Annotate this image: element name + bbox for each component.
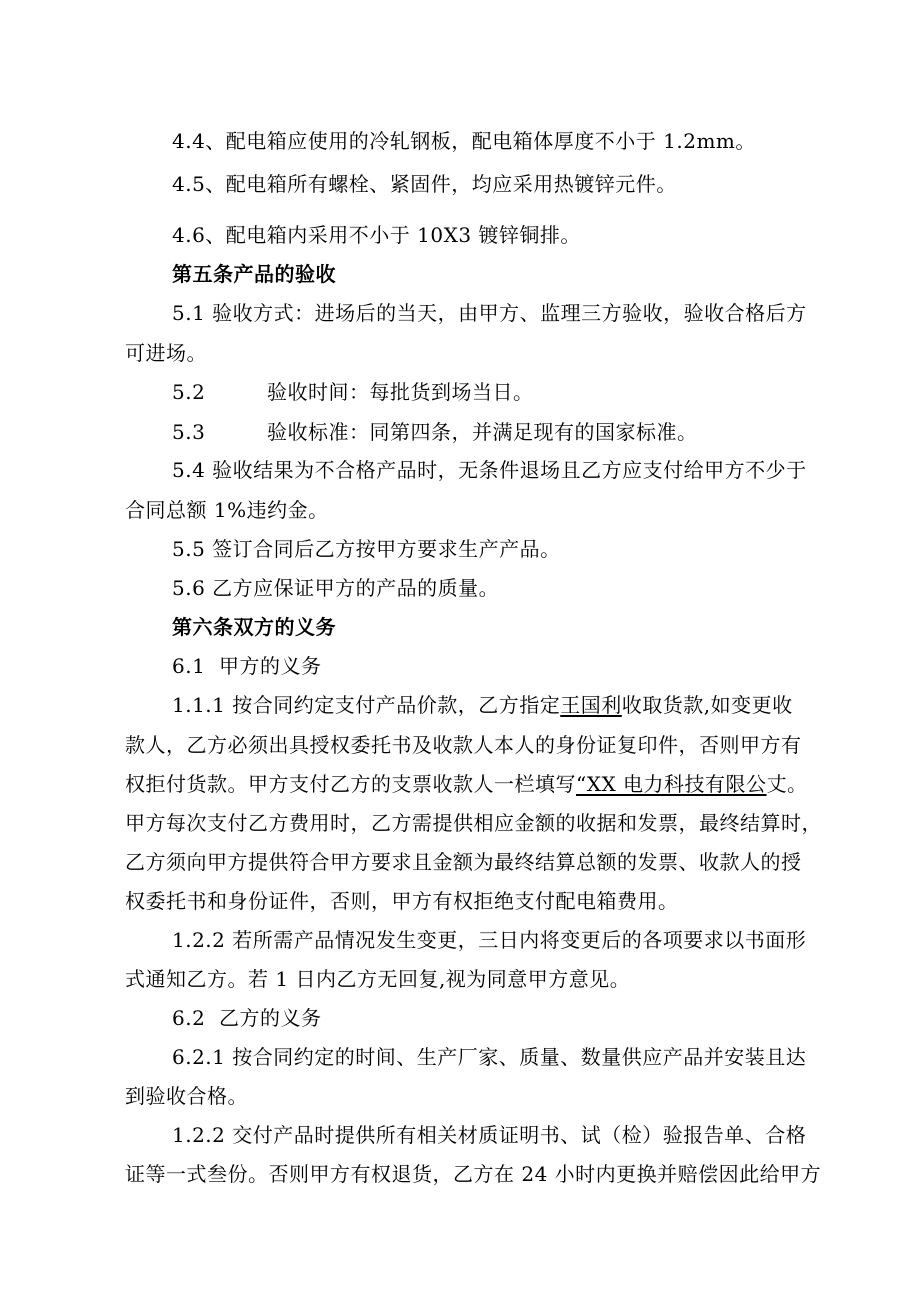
clause-1-1-1-line3-post: 丈。 (766, 772, 808, 796)
clause-5-1-line2: 可进场。 (125, 341, 207, 365)
clause-1-1-1-line6: 权委托书和身份证件，否则，甲方有权拒绝支付配电箱费用。 (125, 889, 679, 913)
clause-5-6: 5.6 乙方应保证甲方的产品的质量。 (172, 576, 500, 600)
clause-1-1-1-text-post: 收取货款,如变更收 (621, 693, 793, 717)
payee-company: “XX 电力科技有限公 (576, 772, 767, 796)
clause-6-2-1-line1: 6.2.1 按合同约定的时间、生产厂家、质量、数量供应产品并安装且达 (172, 1045, 807, 1069)
clause-1-2-2b-line2: 证等一式叁份。否则甲方有权退货，乙方在 24 小时内更换并赔偿因此给甲方 (125, 1162, 822, 1186)
clause-1-1-1-line2: 款人，乙方必须出具授权委托书及收款人本人的身份证复印件，否则甲方有 (125, 733, 802, 757)
clause-1-2-2a-line1: 1.2.2 若所需产品情况发生变更，三日内将变更后的各项要求以书面形 (172, 928, 807, 952)
clause-4-6: 4.6、配电箱内采用不小于 10X3 镀锌铜排。 (172, 223, 581, 247)
clause-4-5: 4.5、配电箱所有螺栓、紧固件，均应采用热镀锌元件。 (172, 172, 677, 196)
section-5-heading: 第五条产品的验收 (172, 262, 336, 286)
clause-1-1-1-line4: 甲方每次支付乙方费用时，乙方需提供相应金额的收据和发票，最终结算时， (125, 811, 822, 835)
clause-1-2-2b-line1: 1.2.2 交付产品时提供所有相关材质证明书、试（检）验报告单、合格 (172, 1123, 807, 1147)
clause-5-5: 5.5 签订合同后乙方按甲方要求生产产品。 (172, 537, 561, 561)
clause-1-1-1-text-pre: 1.1.1 按合同约定支付产品价款，乙方指定 (172, 693, 561, 717)
clause-1-1-1-line5: 乙方须向甲方提供符合甲方要求且金额为最终结算总额的发票、收款人的授 (125, 850, 802, 874)
clause-6-2-1-line2: 到验收合格。 (125, 1084, 248, 1108)
clause-5-1-line1: 5.1 验收方式：进场后的当天，由甲方、监理三方验收，验收合格后方 (172, 301, 807, 325)
payee-name: 王国利 (560, 693, 622, 717)
clause-4-4: 4.4、配电箱应使用的冷轧钢板，配电箱体厚度不小于 1.2mm。 (172, 129, 756, 153)
clause-5-2: 5.2 验收时间：每批货到场当日。 (172, 380, 534, 404)
clause-5-4-line1: 5.4 验收结果为不合格产品时，无条件退场且乙方应支付给甲方不少于 (172, 458, 807, 482)
clause-6-1: 6.1 甲方的义务 (172, 654, 322, 678)
clause-1-2-2a-line2: 式通知乙方。若 1 日内乙方无回复,视为同意甲方意见。 (125, 967, 631, 991)
clause-5-4-line2: 合同总额 1%违约金。 (125, 498, 329, 522)
clause-1-1-1-line1 (172, 692, 920, 718)
clause-6-2: 6.2 乙方的义务 (172, 1006, 322, 1030)
section-6-heading: 第六条双方的义务 (172, 615, 336, 639)
clause-1-1-1-line3-pre: 权拒付货款。甲方支付乙方的支票收款人一栏填写 (125, 772, 576, 796)
clause-5-3: 5.3 验收标准：同第四条，并满足现有的国家标准。 (172, 420, 698, 444)
clause-1-1-1-line3 (125, 771, 920, 797)
